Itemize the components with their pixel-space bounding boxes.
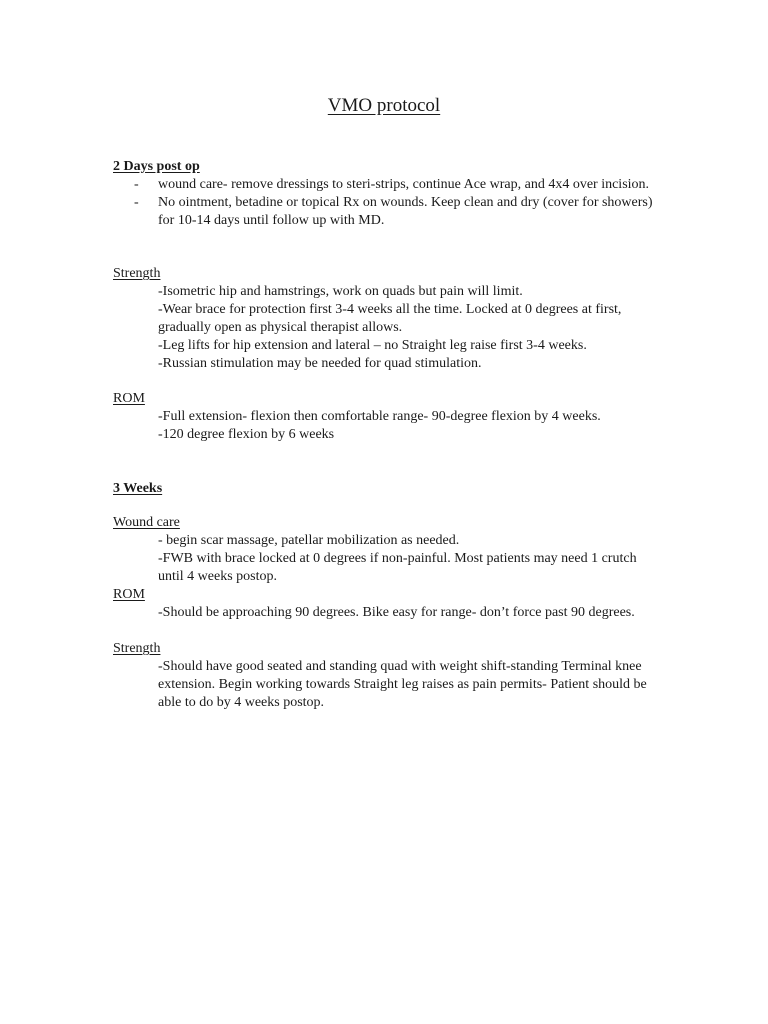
strength-instructions (158, 658, 648, 712)
wound-care-label: Wound care (113, 515, 180, 530)
instruction-line: -Isometric hip and hamstrings, work on quads but pain will limit. (158, 284, 523, 299)
list-item (113, 194, 653, 230)
document-title: VMO protocol (327, 95, 441, 116)
section-heading-2-days-post-op: 2 Days post op (113, 159, 200, 174)
rom-instructions (158, 604, 648, 622)
instruction-line: -FWB with brace locked at 0 degrees if non-painful. Most patients may need 1 crutch until 4 weeks postop. (158, 551, 637, 584)
wound-care-instructions (158, 532, 648, 586)
instruction-line: -Should be approaching 90 degrees. Bike easy for range- don’t force past 90 degrees. (158, 605, 635, 620)
instruction-line: -Leg lifts for hip extension and lateral – no Straight leg raise first 3-4 weeks. (158, 338, 587, 353)
rom-label: ROM (113, 391, 145, 406)
strength-label: Strength (113, 641, 161, 656)
strength-label: Strength (113, 266, 161, 281)
list-item-text: No ointment, betadine or topical Rx on wounds. Keep clean and dry (cover for showers) for 10-14 days until follow up with MD. (158, 195, 653, 228)
list-item-text: wound care- remove dressings to steri-strips, continue Ace wrap, and 4x4 over incision. (158, 177, 650, 192)
bullet-dash: - (134, 177, 139, 192)
instruction-line: -120 degree flexion by 6 weeks (158, 427, 335, 442)
instruction-line: -Should have good seated and standing quad with weight shift-standing Terminal knee extension. Begin working towards Straight leg raises as pain permits- Patient should be able to do by 4 weeks postop. (158, 659, 647, 710)
post-op-bullet-list (113, 176, 653, 230)
instruction-line: - begin scar massage, patellar mobilization as needed. (158, 533, 460, 548)
section-heading-3-weeks: 3 Weeks (113, 481, 163, 496)
instruction-line: -Full extension- flexion then comfortable range- 90-degree flexion by 4 weeks. (158, 409, 601, 424)
list-item (113, 176, 653, 194)
instruction-line: -Russian stimulation may be needed for quad stimulation. (158, 356, 482, 371)
strength-instructions (158, 283, 648, 373)
instruction-line: -Wear brace for protection first 3-4 weeks all the time. Locked at 0 degrees at first, gradually open as physical therapist allows. (158, 302, 622, 335)
rom-label: ROM (113, 587, 145, 602)
rom-instructions (158, 408, 648, 444)
bullet-dash: - (134, 195, 139, 210)
